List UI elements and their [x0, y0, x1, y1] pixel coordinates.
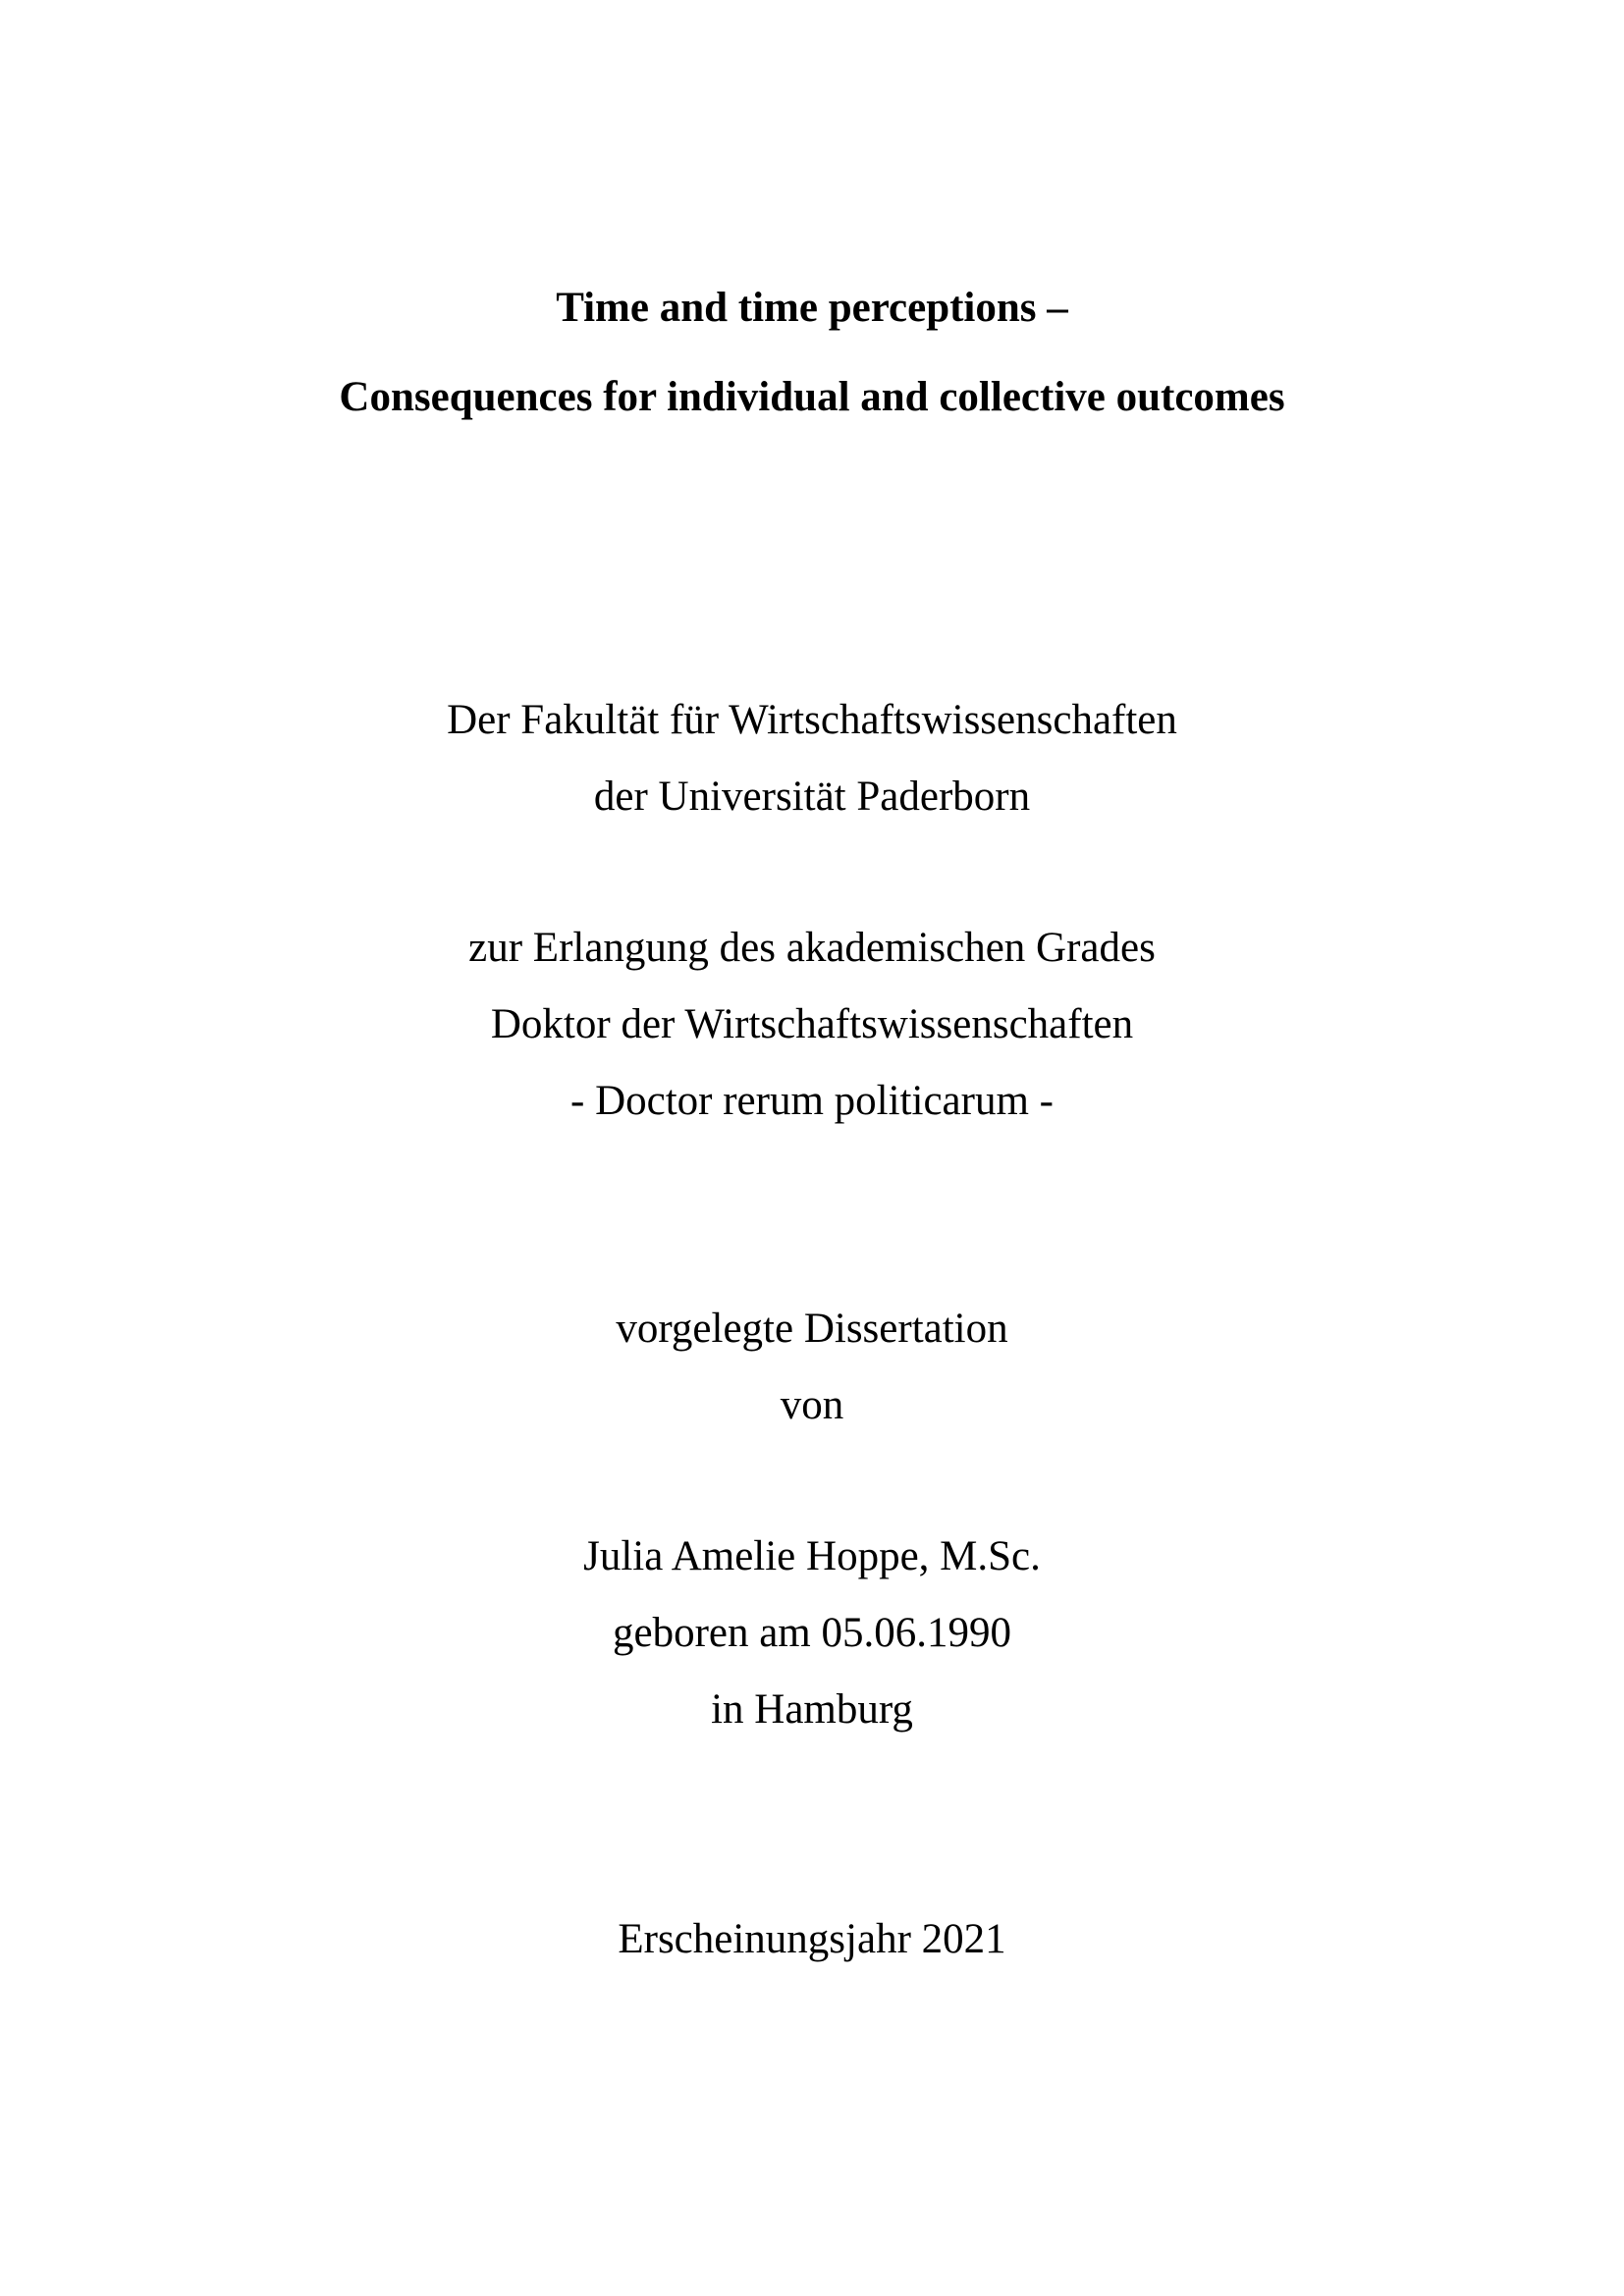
- faculty-line-1: Der Fakultät für Wirtschaftswissenschaften: [447, 697, 1177, 743]
- submission-line-1: vorgelegte Dissertation: [616, 1306, 1008, 1352]
- author-birth-date: geboren am 05.06.1990: [612, 1610, 1012, 1656]
- degree-line-3: - Doctor rerum politicarum -: [570, 1078, 1054, 1124]
- publication-year: Erscheinungsjahr 2021: [618, 1916, 1006, 1962]
- author-birth-place: in Hamburg: [711, 1686, 913, 1733]
- submission-line-2: von: [780, 1382, 844, 1428]
- thesis-title-line-2: Consequences for individual and collective outcomes: [339, 374, 1285, 420]
- author-name: Julia Amelie Hoppe, M.Sc.: [583, 1533, 1041, 1579]
- thesis-title-line-1: Time and time perceptions –: [556, 285, 1068, 331]
- degree-line-1: zur Erlangung des akademischen Grades: [468, 925, 1156, 971]
- faculty-line-2: der Universität Paderborn: [593, 774, 1031, 820]
- degree-line-2: Doktor der Wirtschaftswissenschaften: [490, 1001, 1134, 1047]
